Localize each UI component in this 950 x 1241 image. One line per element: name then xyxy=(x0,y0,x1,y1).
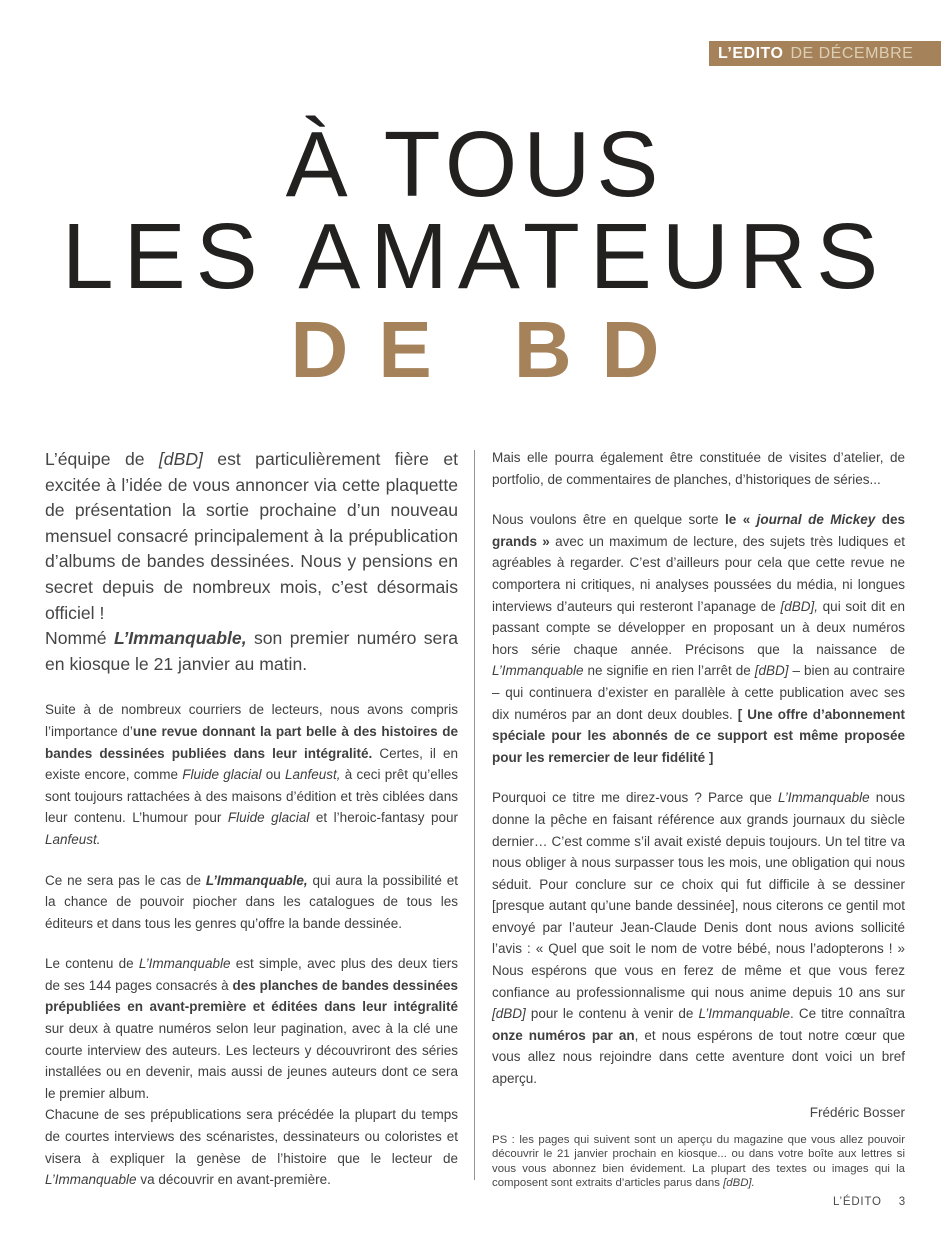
banner-subtitle: DE DÉCEMBRE xyxy=(790,44,914,62)
title-line-1: À TOUS xyxy=(285,112,665,216)
title-line-3: DE BD xyxy=(290,305,690,394)
body-paragraph: Chacune de ses prépublications sera précédée la plupart du temps de courtes interviews des scénaristes, dessinateurs ou coloristes et visera à expliquer la genèse de l’histoire que le lecteur de L’Immanquable va découvrir en avant-première. xyxy=(45,1107,458,1188)
intro-block xyxy=(45,447,458,677)
page-footer xyxy=(833,1196,906,1208)
body-paragraph: Nous voulons être en quelque sorte le « journal de Mickey des grands » avec un maximum de lecture, des sujets très ludiques et agréables à regarder. C’est d’ailleurs pour cela que cette revue ne comportera ni critiques, ni analyses poussées du média, ni longues interviews d’auteurs qui resteront l’apanage de [dBD], qui soit dit en passant compte se développer en proposant un à deux numéros hors série chaque année. Précisons que la naissance de L’Immanquable ne signifie en rien l’arrêt de [dBD] – bien au contraire – qui continuera d’exister en parallèle à cette publication avec ses dix numéros par an dont deux doubles. [ Une offre d’abonnement spéciale pour les abonnés de ce support est même proposée pour les remercier de leur fidélité ] xyxy=(492,512,906,765)
section-banner xyxy=(709,41,941,66)
page-title xyxy=(0,112,950,394)
left-column xyxy=(45,447,458,1210)
column-divider xyxy=(474,450,475,1180)
page-number: 3 xyxy=(898,1196,906,1208)
signature: Frédéric Bosser xyxy=(809,1104,905,1120)
body-paragraph: Pourquoi ce titre me direz-vous ? Parce que L’Immanquable nous donne la pêche en faisant référence aux grands journaux du siècle dernier… C’est comme s’il avait existé depuis toujours. Un tel titre va nous obliger à nous surpasser tous les mois, une obligation qui nous séduit. Pour conclure sur ce choix qui fut difficile à se dessiner [presque autant qu’une bande dessinée], nous citerons ce gentil mot envoyé par l’auteur Jean-Claude Denis dont nous avions sollicité l’avis : « Quel que soit le nom de votre bébé, nous l’adopterons ! » Nous espérons que vous en ferez de même et que vous ferez confiance au professionnalisme qui nous anime depuis 10 ans sur [dBD] pour le contenu à venir de L’Immanquable. Ce titre connaîtra onze numéros par an, et nous espérons de tout notre cœur que vous allez nous rejoindre dans cette aventure dont voici un bref aperçu. xyxy=(492,790,906,1087)
intro-paragraph-1: L’équipe de [dBD] est particulièrement fière et excitée à l’idée de vous annoncer via cette plaquette de présentation la sortie prochaine d’un nouveau mensuel consacré principalement à la prépublication d’albums de bandes dessinées. Nous y pensions en secret depuis de nombreux mois, c’est désormais officiel ! xyxy=(45,449,458,623)
footer-section-label: L’ÉDITO xyxy=(832,1196,882,1208)
body-paragraph: Le contenu de L’Immanquable est simple, avec plus des deux tiers de ses 144 pages consacrés à des planches de bandes dessinées prépubliées en avant-première et éditées dans leur intégralité sur deux à quatre numéros selon leur pagination, avec à la clé une courte interview des auteurs. Les lecteurs y découvriront des séries installées ou en devenir, mais aussi de jeunes auteurs dont ce sera le premier album. xyxy=(45,956,458,1101)
title-line-2: LES AMATEURS xyxy=(61,204,889,308)
banner-title: L’EDITO xyxy=(718,44,784,62)
intro-paragraph-2: Nommé L’Immanquable, son premier numéro sera en kiosque le 21 janvier au matin. xyxy=(45,628,458,674)
postscript: PS : les pages qui suivent sont un aperçu du magazine que vous allez pouvoir découvrir le 21 janvier prochain en kiosque... ou dans votre boîte aux lettres si vous vous abonnez bien évidement. La plupart des textes ou images qui la composent sont extraits d’articles parus dans [dBD]. xyxy=(492,1133,905,1190)
body-paragraph: Mais elle pourra également être constituée de visites d’atelier, de portfolio, de commentaires de planches, d’historiques de séries... xyxy=(492,450,905,487)
body-paragraph: Suite à de nombreux courriers de lecteurs, nous avons compris l’importance d’une revue donnant la part belle à des histoires de bandes dessinées publiées dans leur intégralité. Certes, il en existe encore, comme Fluide glacial ou Lanfeust, à ceci prêt qu’elles sont toujours rattachées à des maisons d’édition et très ciblées dans leur contenu. L’humour pour Fluide glacial et l’heroic-fantasy pour Lanfeust. xyxy=(45,702,459,847)
body-paragraph: Ce ne sera pas le cas de L’Immanquable, qui aura la possibilité et la chance de pouvoir piocher dans les catalogues de tous les éditeurs et dans tous les genres qu’offre la bande dessinée. xyxy=(45,872,459,931)
right-column xyxy=(492,447,905,1191)
